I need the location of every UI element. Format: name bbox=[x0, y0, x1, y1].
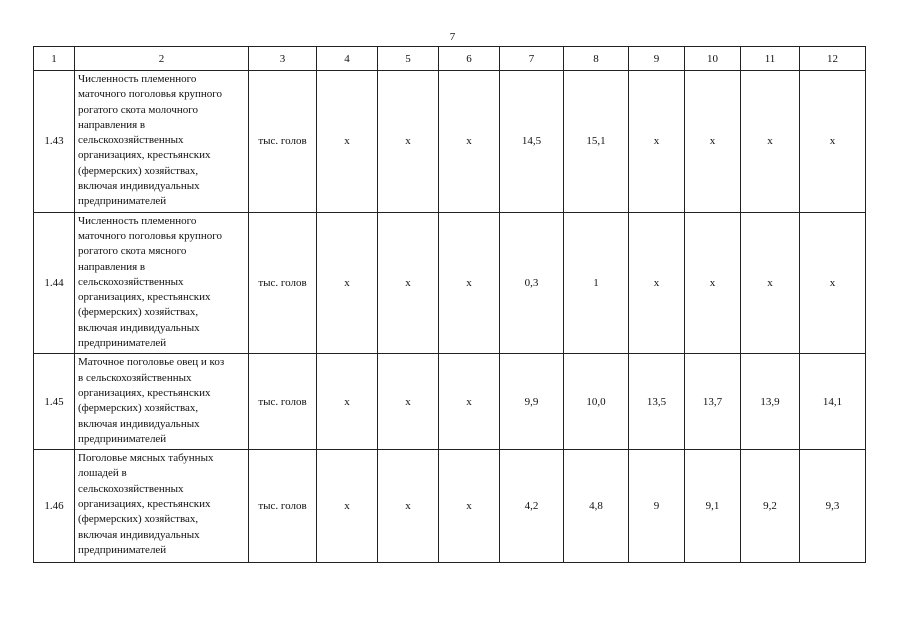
indicator-name-line: (фермерских) хозяйствах, bbox=[78, 164, 199, 177]
indicator-name bbox=[75, 450, 249, 563]
value-cell: x bbox=[800, 71, 866, 213]
value-cell: x bbox=[378, 71, 439, 213]
column-header: 1 bbox=[34, 47, 75, 71]
indicator-name-line: Поголовье мясных табунных bbox=[78, 452, 214, 465]
value-cell: x bbox=[378, 354, 439, 450]
indicator-name-line: (фермерских) хозяйствах, bbox=[78, 402, 199, 415]
column-header: 8 bbox=[564, 47, 629, 71]
value-cell: 4,2 bbox=[500, 450, 564, 563]
value-cell: 9 bbox=[629, 450, 685, 563]
value-cell: 9,2 bbox=[741, 450, 800, 563]
column-header: 2 bbox=[75, 47, 249, 71]
value-cell: x bbox=[439, 354, 500, 450]
indicator-name-line: рогатого скота мясного bbox=[78, 245, 187, 258]
value-cell: 13,5 bbox=[629, 354, 685, 450]
value-cell: 9,3 bbox=[800, 450, 866, 563]
row-number: 1.44 bbox=[34, 212, 75, 354]
indicator-name-line: предпринимателей bbox=[78, 543, 167, 556]
indicator-name-line: лошадей в bbox=[78, 467, 127, 480]
column-header: 3 bbox=[249, 47, 317, 71]
value-cell: 13,9 bbox=[741, 354, 800, 450]
indicator-name-line: организациях, крестьянских bbox=[78, 386, 211, 399]
row-number: 1.46 bbox=[34, 450, 75, 563]
value-cell: 4,8 bbox=[564, 450, 629, 563]
indicator-name-line: рогатого скота молочного bbox=[78, 103, 199, 116]
column-header: 10 bbox=[685, 47, 741, 71]
data-table bbox=[33, 46, 866, 563]
indicator-name-line: предпринимателей bbox=[78, 432, 167, 445]
row-number: 1.45 bbox=[34, 354, 75, 450]
table-row bbox=[34, 450, 866, 563]
indicator-name-line: (фермерских) хозяйствах, bbox=[78, 306, 199, 319]
indicator-name-line: (фермерских) хозяйствах, bbox=[78, 513, 199, 526]
value-cell: x bbox=[741, 212, 800, 354]
value-cell: x bbox=[317, 212, 378, 354]
indicator-name-line: организациях, крестьянских bbox=[78, 291, 211, 304]
value-cell: x bbox=[800, 212, 866, 354]
value-cell: x bbox=[439, 450, 500, 563]
indicator-name-line: включая индивидуальных bbox=[78, 528, 200, 541]
indicator-name-line: сельскохозяйственных bbox=[78, 275, 184, 288]
indicator-name-line: организациях, крестьянских bbox=[78, 498, 211, 511]
value-cell: x bbox=[317, 71, 378, 213]
value-cell: x bbox=[378, 212, 439, 354]
value-cell: 14,1 bbox=[800, 354, 866, 450]
indicator-name-line: включая индивидуальных bbox=[78, 180, 200, 193]
page-number: 7 bbox=[449, 31, 456, 43]
header-row bbox=[34, 47, 866, 71]
column-header: 11 bbox=[741, 47, 800, 71]
table-row bbox=[34, 71, 866, 213]
indicator-name-line: сельскохозяйственных bbox=[78, 482, 184, 495]
unit-cell: тыс. голов bbox=[249, 450, 317, 563]
column-header: 12 bbox=[800, 47, 866, 71]
column-header: 4 bbox=[317, 47, 378, 71]
table-row bbox=[34, 354, 866, 450]
value-cell: 9,9 bbox=[500, 354, 564, 450]
indicator-name-line: Численность племенного bbox=[78, 73, 197, 85]
column-header: 5 bbox=[378, 47, 439, 71]
indicator-name bbox=[75, 71, 249, 213]
value-cell: x bbox=[378, 450, 439, 563]
indicator-name-line: предпринимателей bbox=[78, 195, 167, 208]
indicator-name-line: Численность племенного bbox=[78, 214, 197, 227]
indicator-name-line: предпринимателей bbox=[78, 337, 167, 350]
unit-cell: тыс. голов bbox=[249, 354, 317, 450]
indicator-name-line: маточного поголовья крупного bbox=[78, 88, 222, 101]
column-header: 9 bbox=[629, 47, 685, 71]
indicator-name-line: организациях, крестьянских bbox=[78, 149, 211, 162]
value-cell: x bbox=[317, 450, 378, 563]
unit-cell: тыс. голов bbox=[249, 212, 317, 354]
value-cell: 10,0 bbox=[564, 354, 629, 450]
row-number: 1.43 bbox=[34, 71, 75, 213]
indicator-name-line: включая индивидуальных bbox=[78, 417, 200, 430]
value-cell: 14,5 bbox=[500, 71, 564, 213]
indicator-name-line: Маточное поголовье овец и коз bbox=[78, 356, 225, 369]
value-cell: 0,3 bbox=[500, 212, 564, 354]
indicator-name bbox=[75, 212, 249, 354]
value-cell: x bbox=[629, 71, 685, 213]
value-cell: x bbox=[629, 212, 685, 354]
value-cell: x bbox=[317, 354, 378, 450]
value-cell: x bbox=[685, 71, 741, 213]
value-cell: x bbox=[439, 212, 500, 354]
indicator-name-line: включая индивидуальных bbox=[78, 321, 200, 334]
column-header: 7 bbox=[500, 47, 564, 71]
table-row bbox=[34, 212, 866, 354]
unit-cell: тыс. голов bbox=[249, 71, 317, 213]
indicator-name-line: направления в bbox=[78, 118, 146, 131]
indicator-name bbox=[75, 354, 249, 450]
value-cell: 13,7 bbox=[685, 354, 741, 450]
indicator-name-line: в сельскохозяйственных bbox=[78, 371, 192, 384]
value-cell: x bbox=[685, 212, 741, 354]
indicator-name-line: направления в bbox=[78, 260, 146, 273]
indicator-name-line: сельскохозяйственных bbox=[78, 134, 184, 147]
value-cell: 1 bbox=[564, 212, 629, 354]
value-cell: x bbox=[741, 71, 800, 213]
column-header: 6 bbox=[439, 47, 500, 71]
indicator-name-line: маточного поголовья крупного bbox=[78, 229, 222, 242]
value-cell: x bbox=[439, 71, 500, 213]
value-cell: 15,1 bbox=[564, 71, 629, 213]
value-cell: 9,1 bbox=[685, 450, 741, 563]
